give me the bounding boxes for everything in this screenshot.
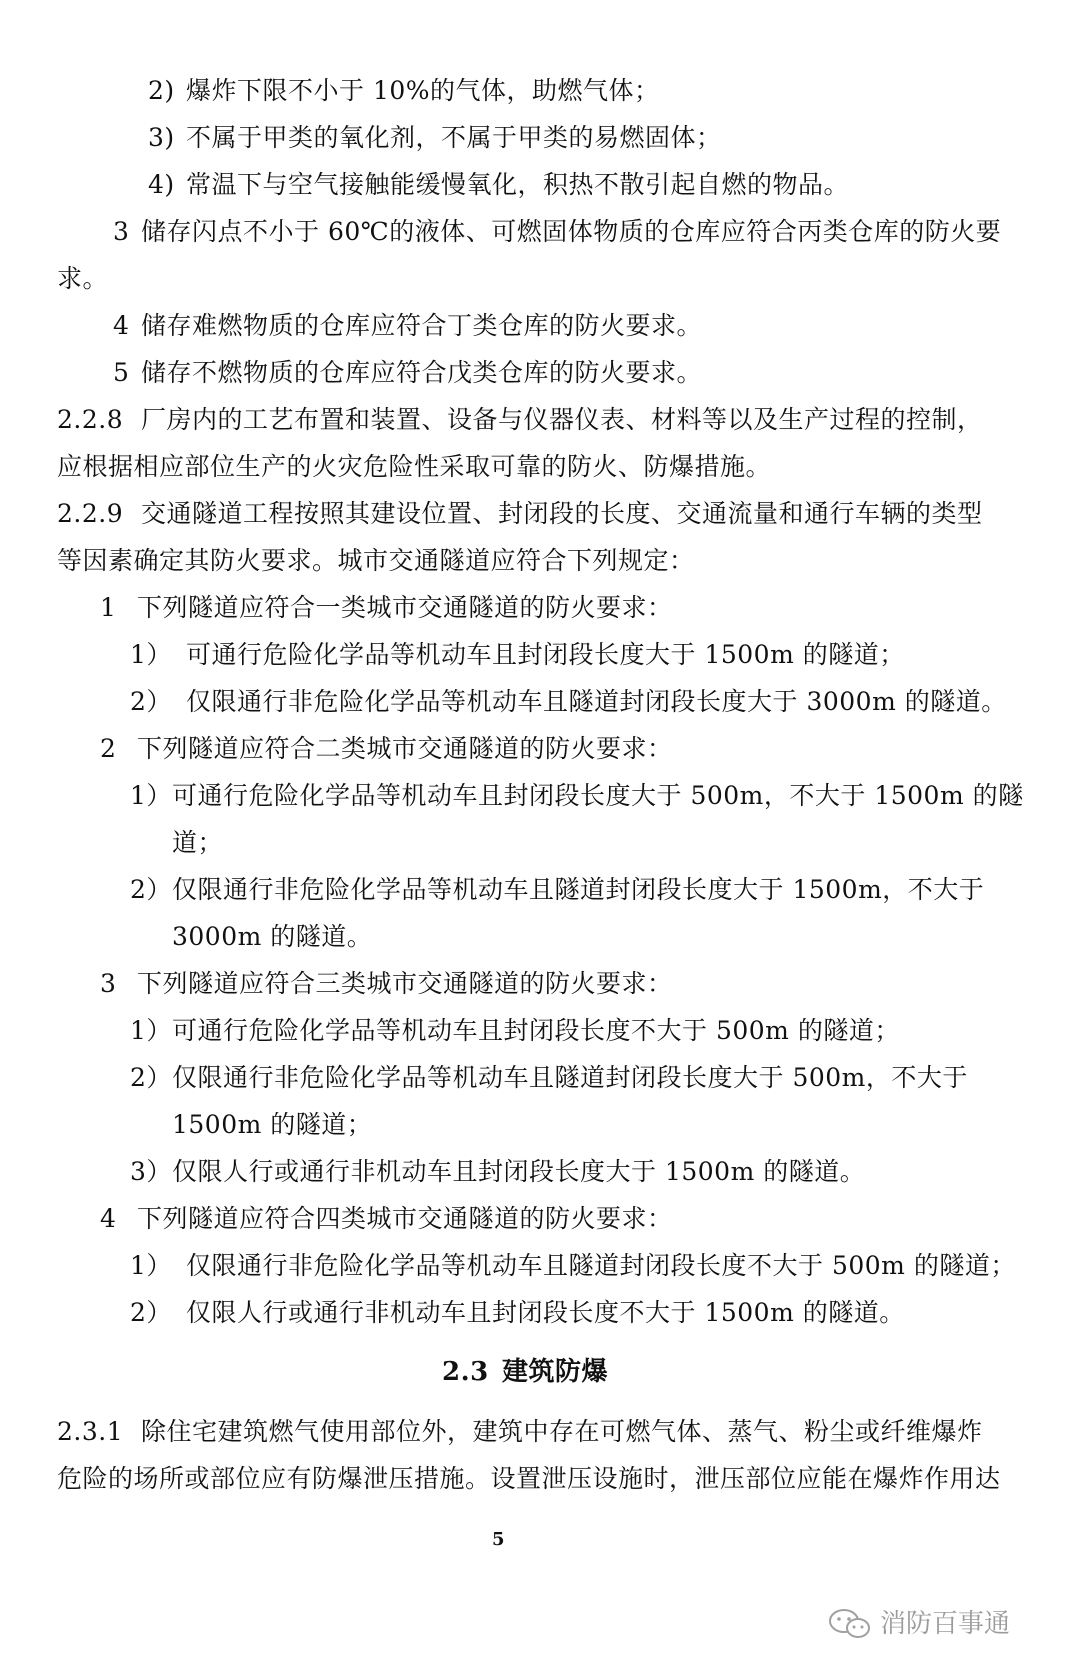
- item-number: 1）: [130, 1016, 172, 1045]
- text-line: [172, 920, 372, 954]
- list-item: [130, 1155, 865, 1189]
- wechat-icon: [828, 1607, 872, 1641]
- list-item: [130, 779, 1024, 813]
- clause: [57, 497, 983, 531]
- item-number: 3): [148, 123, 175, 152]
- item-text: 下列隧道应符合一类城市交通隧道的防火要求：: [137, 593, 673, 622]
- item-number: 1）: [130, 640, 172, 669]
- watermark-text: 消防百事通: [879, 1609, 1010, 1639]
- item-text: 爆炸下限不小于 10%的气体，助燃气体；: [186, 76, 660, 105]
- item-text: 仅限通行非危险化学品等机动车且隧道封闭段长度大于 500m，不大于: [172, 1063, 968, 1092]
- item-text: 3000m 的隧道。: [172, 922, 373, 951]
- item-number: 3: [113, 217, 130, 246]
- list-item: [100, 1202, 673, 1236]
- list-item: [100, 591, 673, 625]
- list-item: [100, 732, 673, 766]
- item-text: 常温下与空气接触能缓慢氧化，积热不散引起自燃的物品。: [186, 170, 850, 199]
- list-item: [130, 1249, 1016, 1283]
- clause-text: 厂房内的工艺布置和装置、设备与仪器仪表、材料等以及生产过程的控制，: [141, 405, 983, 434]
- clause-text: 除住宅建筑燃气使用部位外，建筑中存在可燃气体、蒸气、粉尘或纤维爆炸: [141, 1417, 983, 1446]
- text-line: [57, 450, 771, 484]
- list-item: [113, 356, 702, 390]
- section-number: 2.3: [442, 1357, 489, 1387]
- list-item: [130, 685, 1007, 719]
- list-item: [148, 121, 722, 155]
- clause-number: 2.2.8: [57, 405, 124, 434]
- item-number: 2）: [130, 875, 172, 904]
- text-line: [172, 826, 223, 860]
- item-text: 可通行危险化学品等机动车且封闭段长度不大于 500m 的隧道；: [172, 1016, 900, 1045]
- item-number: 4: [100, 1204, 117, 1233]
- item-text: 下列隧道应符合三类城市交通隧道的防火要求：: [137, 969, 673, 998]
- item-text: 求。: [57, 264, 109, 293]
- item-text: 下列隧道应符合二类城市交通隧道的防火要求：: [137, 734, 673, 763]
- item-text: 不属于甲类的氧化剂，不属于甲类的易燃固体；: [186, 123, 722, 152]
- list-item: [113, 215, 1001, 249]
- list-item: [148, 168, 849, 202]
- item-text: 仅限通行非危险化学品等机动车且隧道封闭段长度不大于 500m 的隧道；: [186, 1251, 1016, 1280]
- item-text: 可通行危险化学品等机动车且封闭段长度大于 1500m 的隧道；: [186, 640, 905, 669]
- item-text: 应根据相应部位生产的火灾危险性采取可靠的防火、防爆措施。: [57, 452, 772, 481]
- clause-text: 交通隧道工程按照其建设位置、封闭段的长度、交通流量和通行车辆的类型: [141, 499, 983, 528]
- list-item: [130, 638, 905, 672]
- item-text: 道；: [172, 828, 224, 857]
- item-text: 仅限人行或通行非机动车且封闭段长度不大于 1500m 的隧道。: [186, 1298, 905, 1327]
- text-line: [57, 262, 108, 296]
- item-number: 2: [100, 734, 117, 763]
- item-text: 储存难燃物质的仓库应符合丁类仓库的防火要求。: [141, 311, 703, 340]
- item-number: 1: [100, 593, 117, 622]
- section-title: 建筑防爆: [502, 1357, 609, 1387]
- item-number: 4: [113, 311, 130, 340]
- list-item: [113, 309, 702, 343]
- item-text: 危险的场所或部位应有防爆泄压措施。设置泄压设施时，泄压部位应能在爆炸作用达: [57, 1464, 1001, 1493]
- item-number: 3: [100, 969, 117, 998]
- text-line: [57, 1462, 1001, 1496]
- item-number: 2）: [130, 687, 172, 716]
- list-item: [130, 873, 984, 907]
- text-line: [172, 1108, 372, 1142]
- list-item: [130, 1296, 905, 1330]
- clause-number: 2.2.9: [57, 499, 124, 528]
- section-heading: [442, 1355, 608, 1389]
- item-number: 4): [148, 170, 175, 199]
- item-text: 下列隧道应符合四类城市交通隧道的防火要求：: [137, 1204, 673, 1233]
- clause: [57, 403, 983, 437]
- clause-number: 2.3.1: [57, 1417, 124, 1446]
- clause: [57, 1415, 983, 1449]
- list-item: [130, 1061, 968, 1095]
- list-item: [130, 1014, 900, 1048]
- item-text: 仅限通行非危险化学品等机动车且隧道封闭段长度大于 1500m，不大于: [172, 875, 985, 904]
- item-number: 2）: [130, 1298, 172, 1327]
- watermark: [828, 1607, 1010, 1641]
- item-number: 2): [148, 76, 175, 105]
- item-number: 3）: [130, 1157, 172, 1186]
- item-number: 5: [113, 358, 130, 387]
- list-item: [148, 74, 660, 108]
- page-number: 5: [492, 1529, 505, 1550]
- item-text: 可通行危险化学品等机动车且封闭段长度大于 500m，不大于 1500m 的隧: [172, 781, 1024, 810]
- item-number: 1）: [130, 781, 172, 810]
- item-number: 2）: [130, 1063, 172, 1092]
- item-number: 1）: [130, 1251, 172, 1280]
- text-line: [57, 544, 695, 578]
- item-text: 储存闪点不小于 60℃的液体、可燃固体物质的仓库应符合丙类仓库的防火要: [141, 217, 1002, 246]
- list-item: [100, 967, 673, 1001]
- item-text: 仅限人行或通行非机动车且封闭段长度大于 1500m 的隧道。: [172, 1157, 866, 1186]
- item-text: 仅限通行非危险化学品等机动车且隧道封闭段长度大于 3000m 的隧道。: [186, 687, 1007, 716]
- item-text: 等因素确定其防火要求。城市交通隧道应符合下列规定：: [57, 546, 695, 575]
- item-text: 储存不燃物质的仓库应符合戊类仓库的防火要求。: [141, 358, 703, 387]
- item-text: 1500m 的隧道；: [172, 1110, 373, 1139]
